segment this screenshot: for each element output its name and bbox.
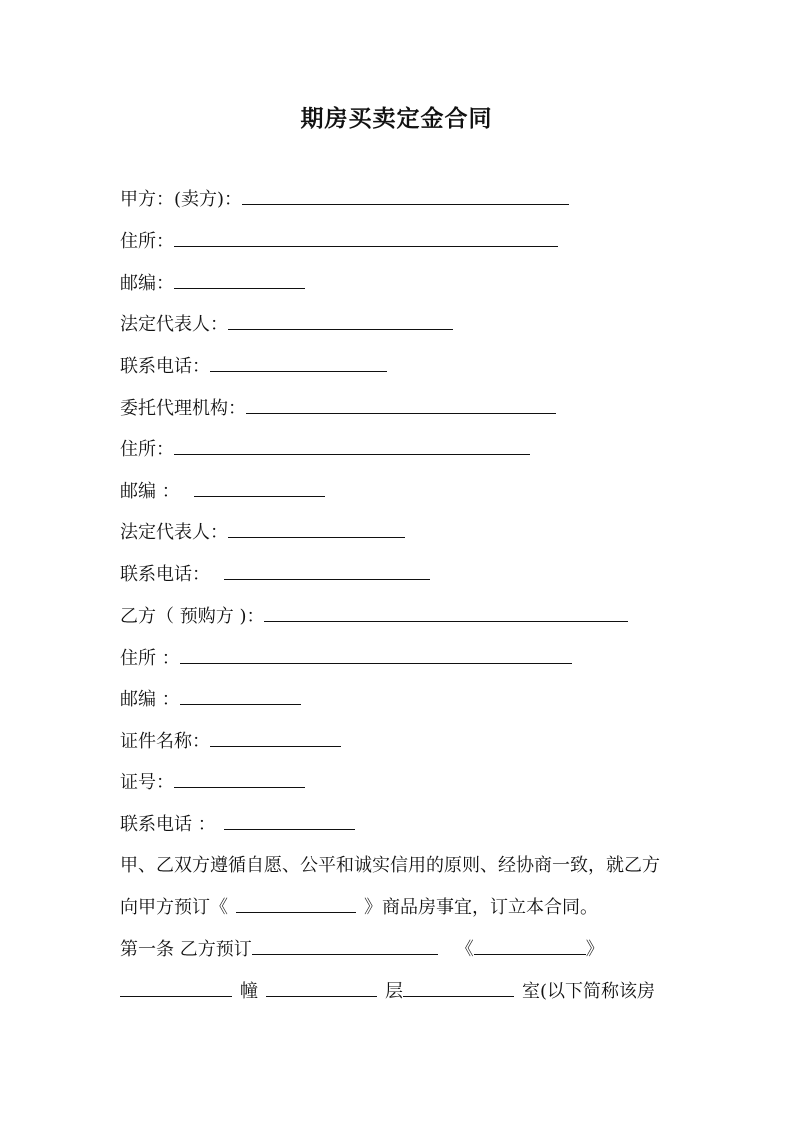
floor-blank[interactable] <box>266 979 377 997</box>
seller-phone-label: 联系电话： <box>120 356 210 377</box>
agency-legal-rep-blank[interactable] <box>228 520 405 538</box>
seller-address-label: 住所： <box>120 231 174 252</box>
buyer-id-number-row <box>120 770 305 796</box>
seller-postcode-blank[interactable] <box>174 271 305 289</box>
article-1-close-quote: 》 <box>585 939 604 960</box>
agency-phone-blank[interactable] <box>224 562 430 580</box>
agency-legal-rep-label: 法定代表人： <box>120 522 228 543</box>
buyer-id-number-label: 证号： <box>120 772 174 793</box>
floor-text: 层 <box>385 981 403 1002</box>
agency-legal-rep-row <box>120 520 405 546</box>
intro-line-2 <box>120 895 598 921</box>
buyer-address-row <box>120 646 572 672</box>
buyer-id-type-label: 证件名称： <box>120 731 210 752</box>
building-text: 幢 <box>240 981 258 1002</box>
buyer-id-number-blank[interactable] <box>174 770 305 788</box>
agency-phone-label: 联系电话： <box>120 564 210 585</box>
seller-postcode-label: 邮编： <box>120 273 174 294</box>
buyer-row <box>120 604 628 630</box>
article-1-open-quote: 《 <box>455 939 474 960</box>
seller-postcode-row <box>120 271 305 297</box>
buyer-address-label: 住所 ： <box>120 648 180 669</box>
seller-phone-blank[interactable] <box>210 354 387 372</box>
seller-legal-rep-blank[interactable] <box>228 312 453 330</box>
agency-blank[interactable] <box>246 396 556 414</box>
seller-legal-rep-row <box>120 312 453 338</box>
intro-line-1 <box>120 853 660 879</box>
intro-text-2b: 》商品房事宜，订立本合同。 <box>364 897 598 918</box>
buyer-blank[interactable] <box>264 604 628 622</box>
buyer-id-type-row <box>120 729 341 755</box>
buyer-phone-row <box>120 812 355 838</box>
seller-legal-rep-label: 法定代表人： <box>120 314 228 335</box>
seller-label: 甲方：(卖方)： <box>120 189 243 210</box>
agency-label: 委托代理机构： <box>120 398 246 419</box>
buyer-postcode-row <box>120 687 301 713</box>
article-1-line-2 <box>120 979 655 1005</box>
buyer-phone-blank[interactable] <box>224 812 355 830</box>
intro-text-1: 甲、乙双方遵循自愿、公平和诚实信用的原则、经协商一致，就乙方 <box>120 855 660 876</box>
agency-postcode-blank[interactable] <box>194 479 325 497</box>
agency-phone-row <box>120 562 430 588</box>
agency-postcode-row <box>120 479 325 505</box>
article-1-blank-2[interactable] <box>474 937 586 955</box>
agency-address-blank[interactable] <box>174 437 530 455</box>
document-title: 期房买卖定金合同 <box>300 105 493 132</box>
buyer-address-blank[interactable] <box>180 646 572 664</box>
article-1-blank-1[interactable] <box>252 937 438 955</box>
room-text: 室(以下简称该房 <box>522 981 656 1002</box>
seller-blank[interactable] <box>242 187 569 205</box>
agency-address-label: 住所： <box>120 439 174 460</box>
intro-text-2a: 向甲方预订《 <box>120 897 228 918</box>
buyer-id-type-blank[interactable] <box>210 729 341 747</box>
article-1-line <box>120 937 604 963</box>
agency-address-row <box>120 437 530 463</box>
article-1-text: 第一条 乙方预订 <box>120 939 252 960</box>
agency-row <box>120 396 556 422</box>
seller-address-row <box>120 229 558 255</box>
agency-postcode-label: 邮编 ： <box>120 481 180 502</box>
building-blank[interactable] <box>120 979 232 997</box>
seller-field-row <box>120 187 569 213</box>
seller-address-blank[interactable] <box>174 229 558 247</box>
room-blank[interactable] <box>403 979 514 997</box>
project-name-blank[interactable] <box>236 895 356 913</box>
seller-phone-row <box>120 354 387 380</box>
buyer-postcode-label: 邮编 ： <box>120 689 180 710</box>
buyer-phone-label: 联系电话 ： <box>120 814 216 835</box>
buyer-label: 乙方（ 预购方 )： <box>120 606 265 627</box>
buyer-postcode-blank[interactable] <box>180 687 301 705</box>
